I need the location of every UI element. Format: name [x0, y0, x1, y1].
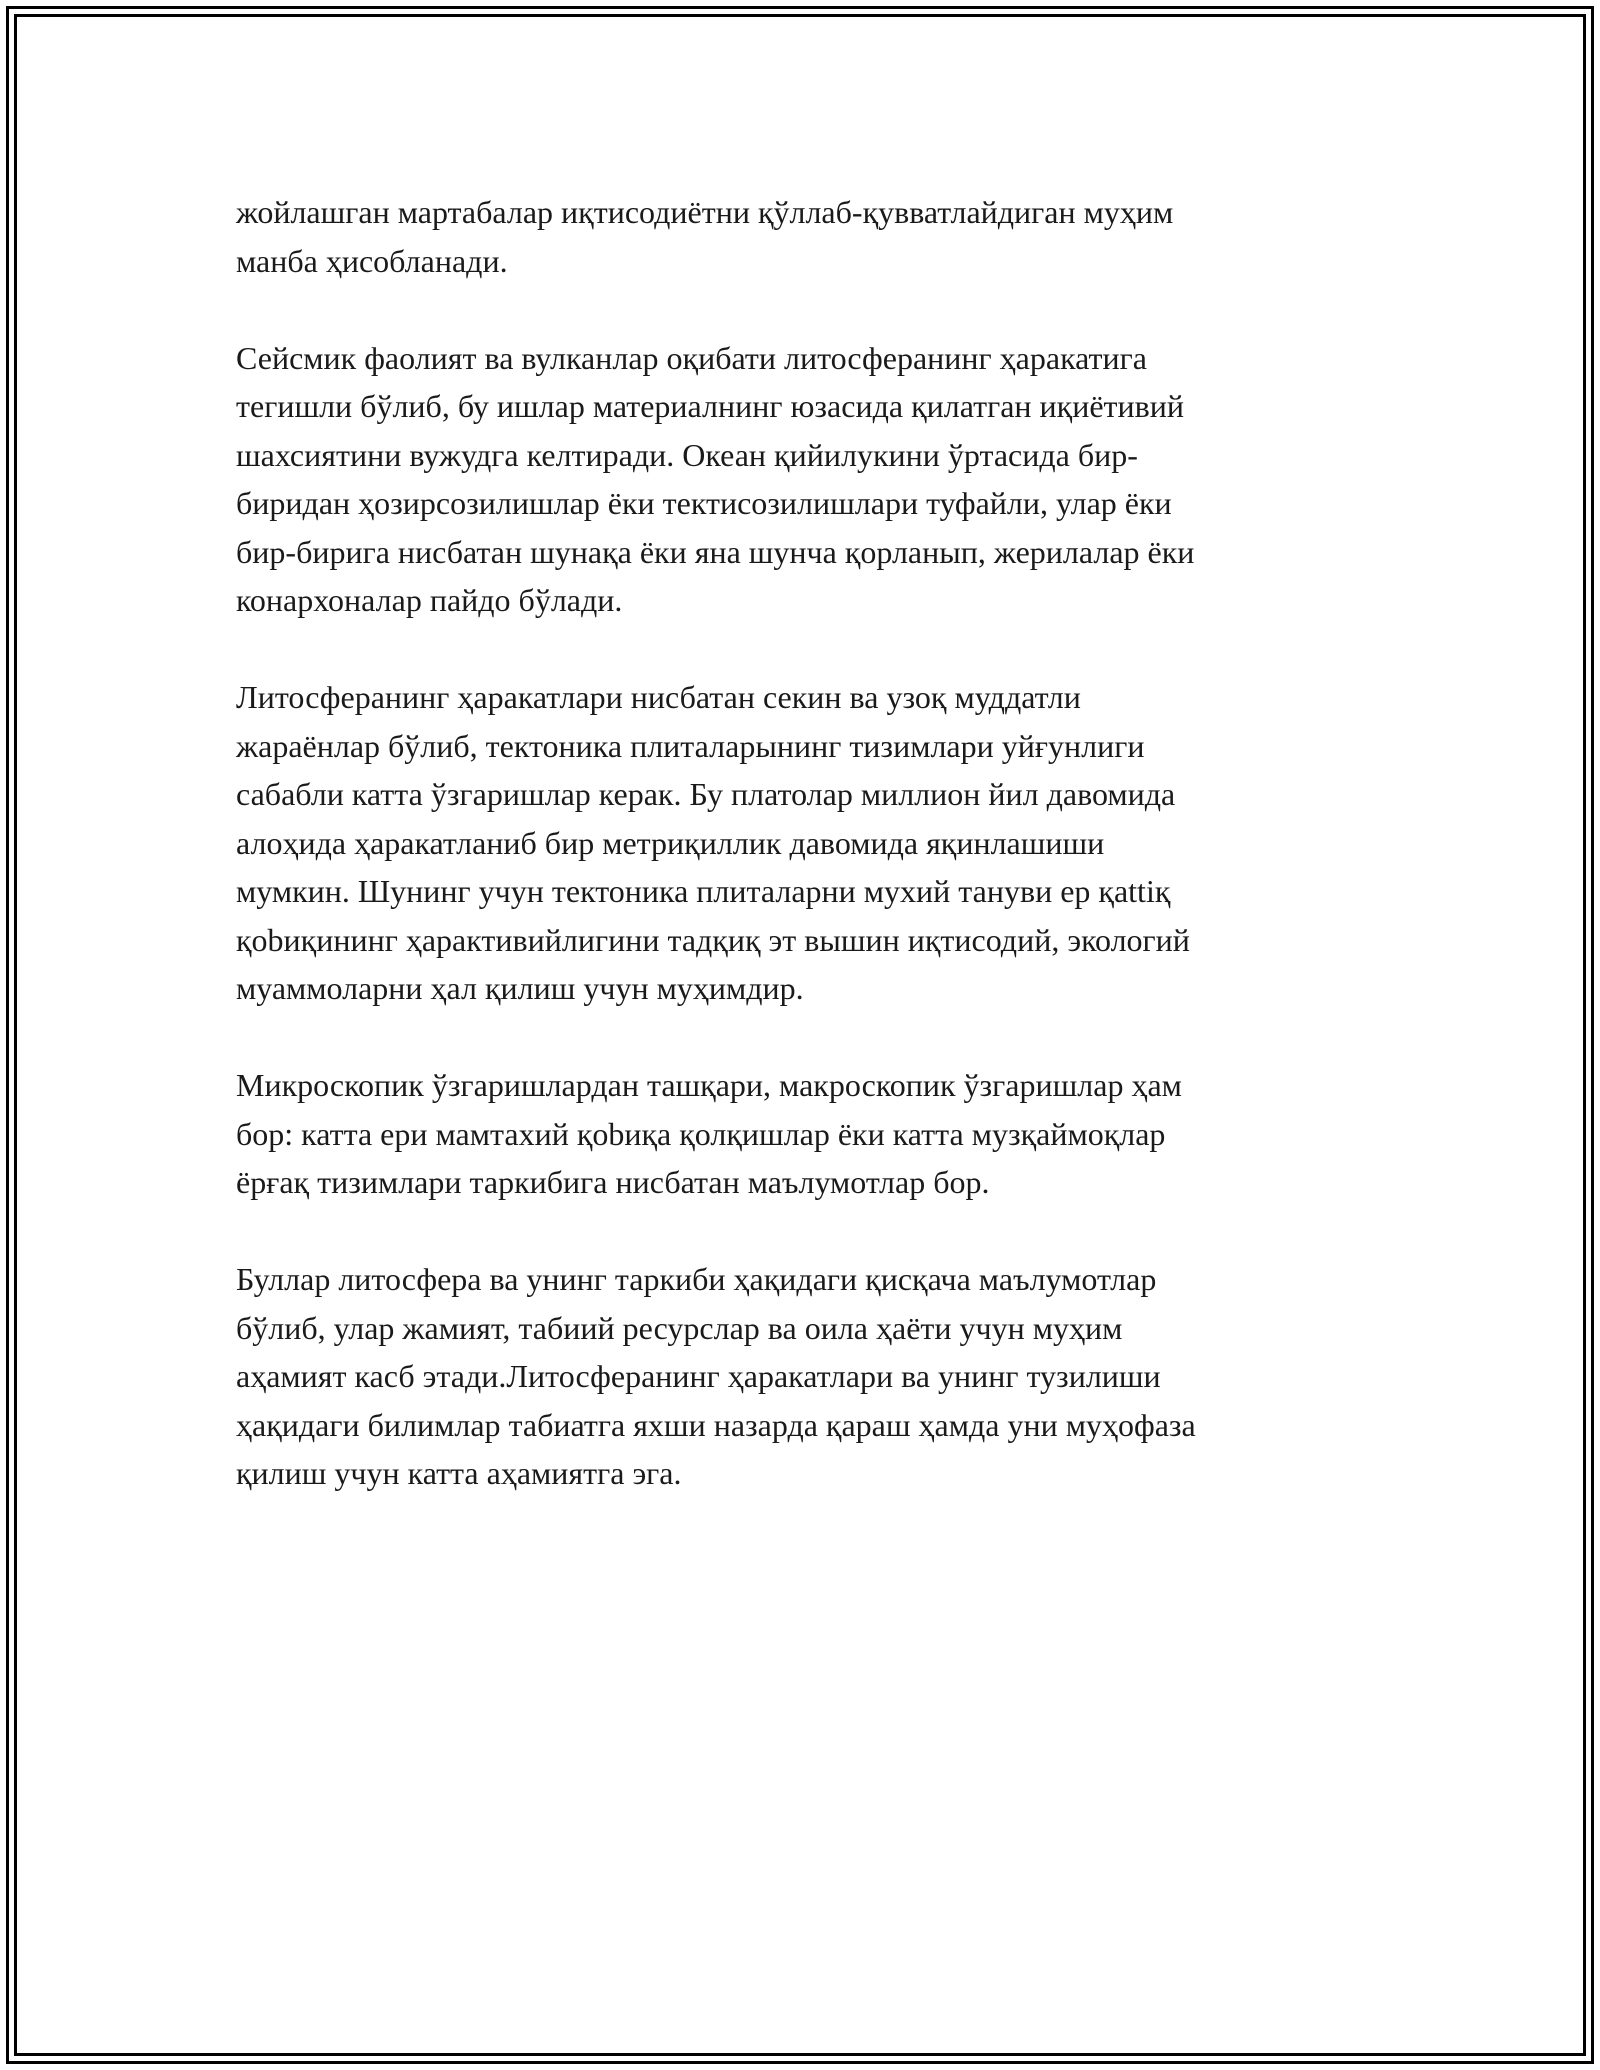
paragraph-3	[236, 673, 1366, 1013]
paragraph-5	[236, 1255, 1366, 1498]
text-line: бир-бирига нисбатан шунақа ёки яна шунча қорланып, жерилалар ёки	[236, 533, 1195, 570]
text-line: бор: катта ери мамтахий қоbиқа қолқишлар ёки катта музқаймоқлар	[236, 1115, 1166, 1152]
paragraph-2	[236, 334, 1366, 625]
text-line: Микроскопик ўзгаришлардан ташқари, макроскопик ўзгаришлар ҳам	[236, 1067, 1182, 1103]
text-line: ҳақидаги билимлар табиатга яхши назарда қараш ҳамда уни муҳофаза	[236, 1406, 1196, 1443]
text-line: конархоналар пайдо бўлади.	[236, 582, 623, 618]
text-line: мумкин. Шунинг учун тектоника плиталарни мухий тануви ер қаttiқ	[236, 873, 1171, 909]
text-line: бўлиб, улар жамият, табиий ресурслар ва оила ҳаёти учун муҳим	[236, 1309, 1123, 1346]
text-line: жараёнлар бўлиб, тектоника плиталарынинг тизимлари уйғунлиги	[236, 727, 1145, 764]
text-line: Сейсмик фаолият ва вулканлар оқибати литосферанинг ҳаракатига	[236, 339, 1147, 376]
text-line: алоҳида ҳаракатланиб бир метриқиллик давомида яқинлашиши	[236, 824, 1105, 861]
paragraph-1	[236, 188, 1366, 285]
text-line: биридан ҳозирсозилишлар ёки тектисозилишлари туфайли, улар ёки	[236, 485, 1172, 521]
text-line: манба ҳисобланади.	[236, 242, 508, 279]
text-line: Литосферанинг ҳаракатлари нисбатан секин ва узоқ муддатли	[236, 679, 1081, 715]
text-line: қилиш учун катта аҳамиятга эга.	[236, 1455, 682, 1491]
text-line: жойлашган мартабалар иқтисодиётни қўллаб-қувватлайдиган муҳим	[236, 194, 1174, 230]
document-body	[236, 188, 1366, 1546]
text-line: қоbиқининг ҳарактивийлигини тадқиқ эт вышин иқтисодий, экологий	[236, 921, 1190, 958]
text-line: Буллар литосфера ва унинг таркиби ҳақидаги қисқача маълумотлар	[236, 1261, 1157, 1297]
text-line: аҳамият касб этади.Литосферанинг ҳаракатлари ва унинг тузилиши	[236, 1358, 1161, 1394]
text-line: муаммоларни ҳал қилиш учун муҳимдир.	[236, 970, 804, 1006]
text-line: сабабли катта ўзгаришлар керак. Бу платолар миллион йил давомида	[236, 776, 1176, 812]
text-line: шахсиятини вужудга келтиради. Океан қийилукини ўртасида бир-	[236, 436, 1138, 473]
paragraph-4	[236, 1061, 1366, 1207]
text-line: ёрғақ тизимлари таркибига нисбатан маълумотлар бор.	[236, 1164, 990, 1200]
text-line: тегишли бўлиб, бу ишлар материалнинг юзасида қилатган иқиётивий	[236, 388, 1184, 424]
